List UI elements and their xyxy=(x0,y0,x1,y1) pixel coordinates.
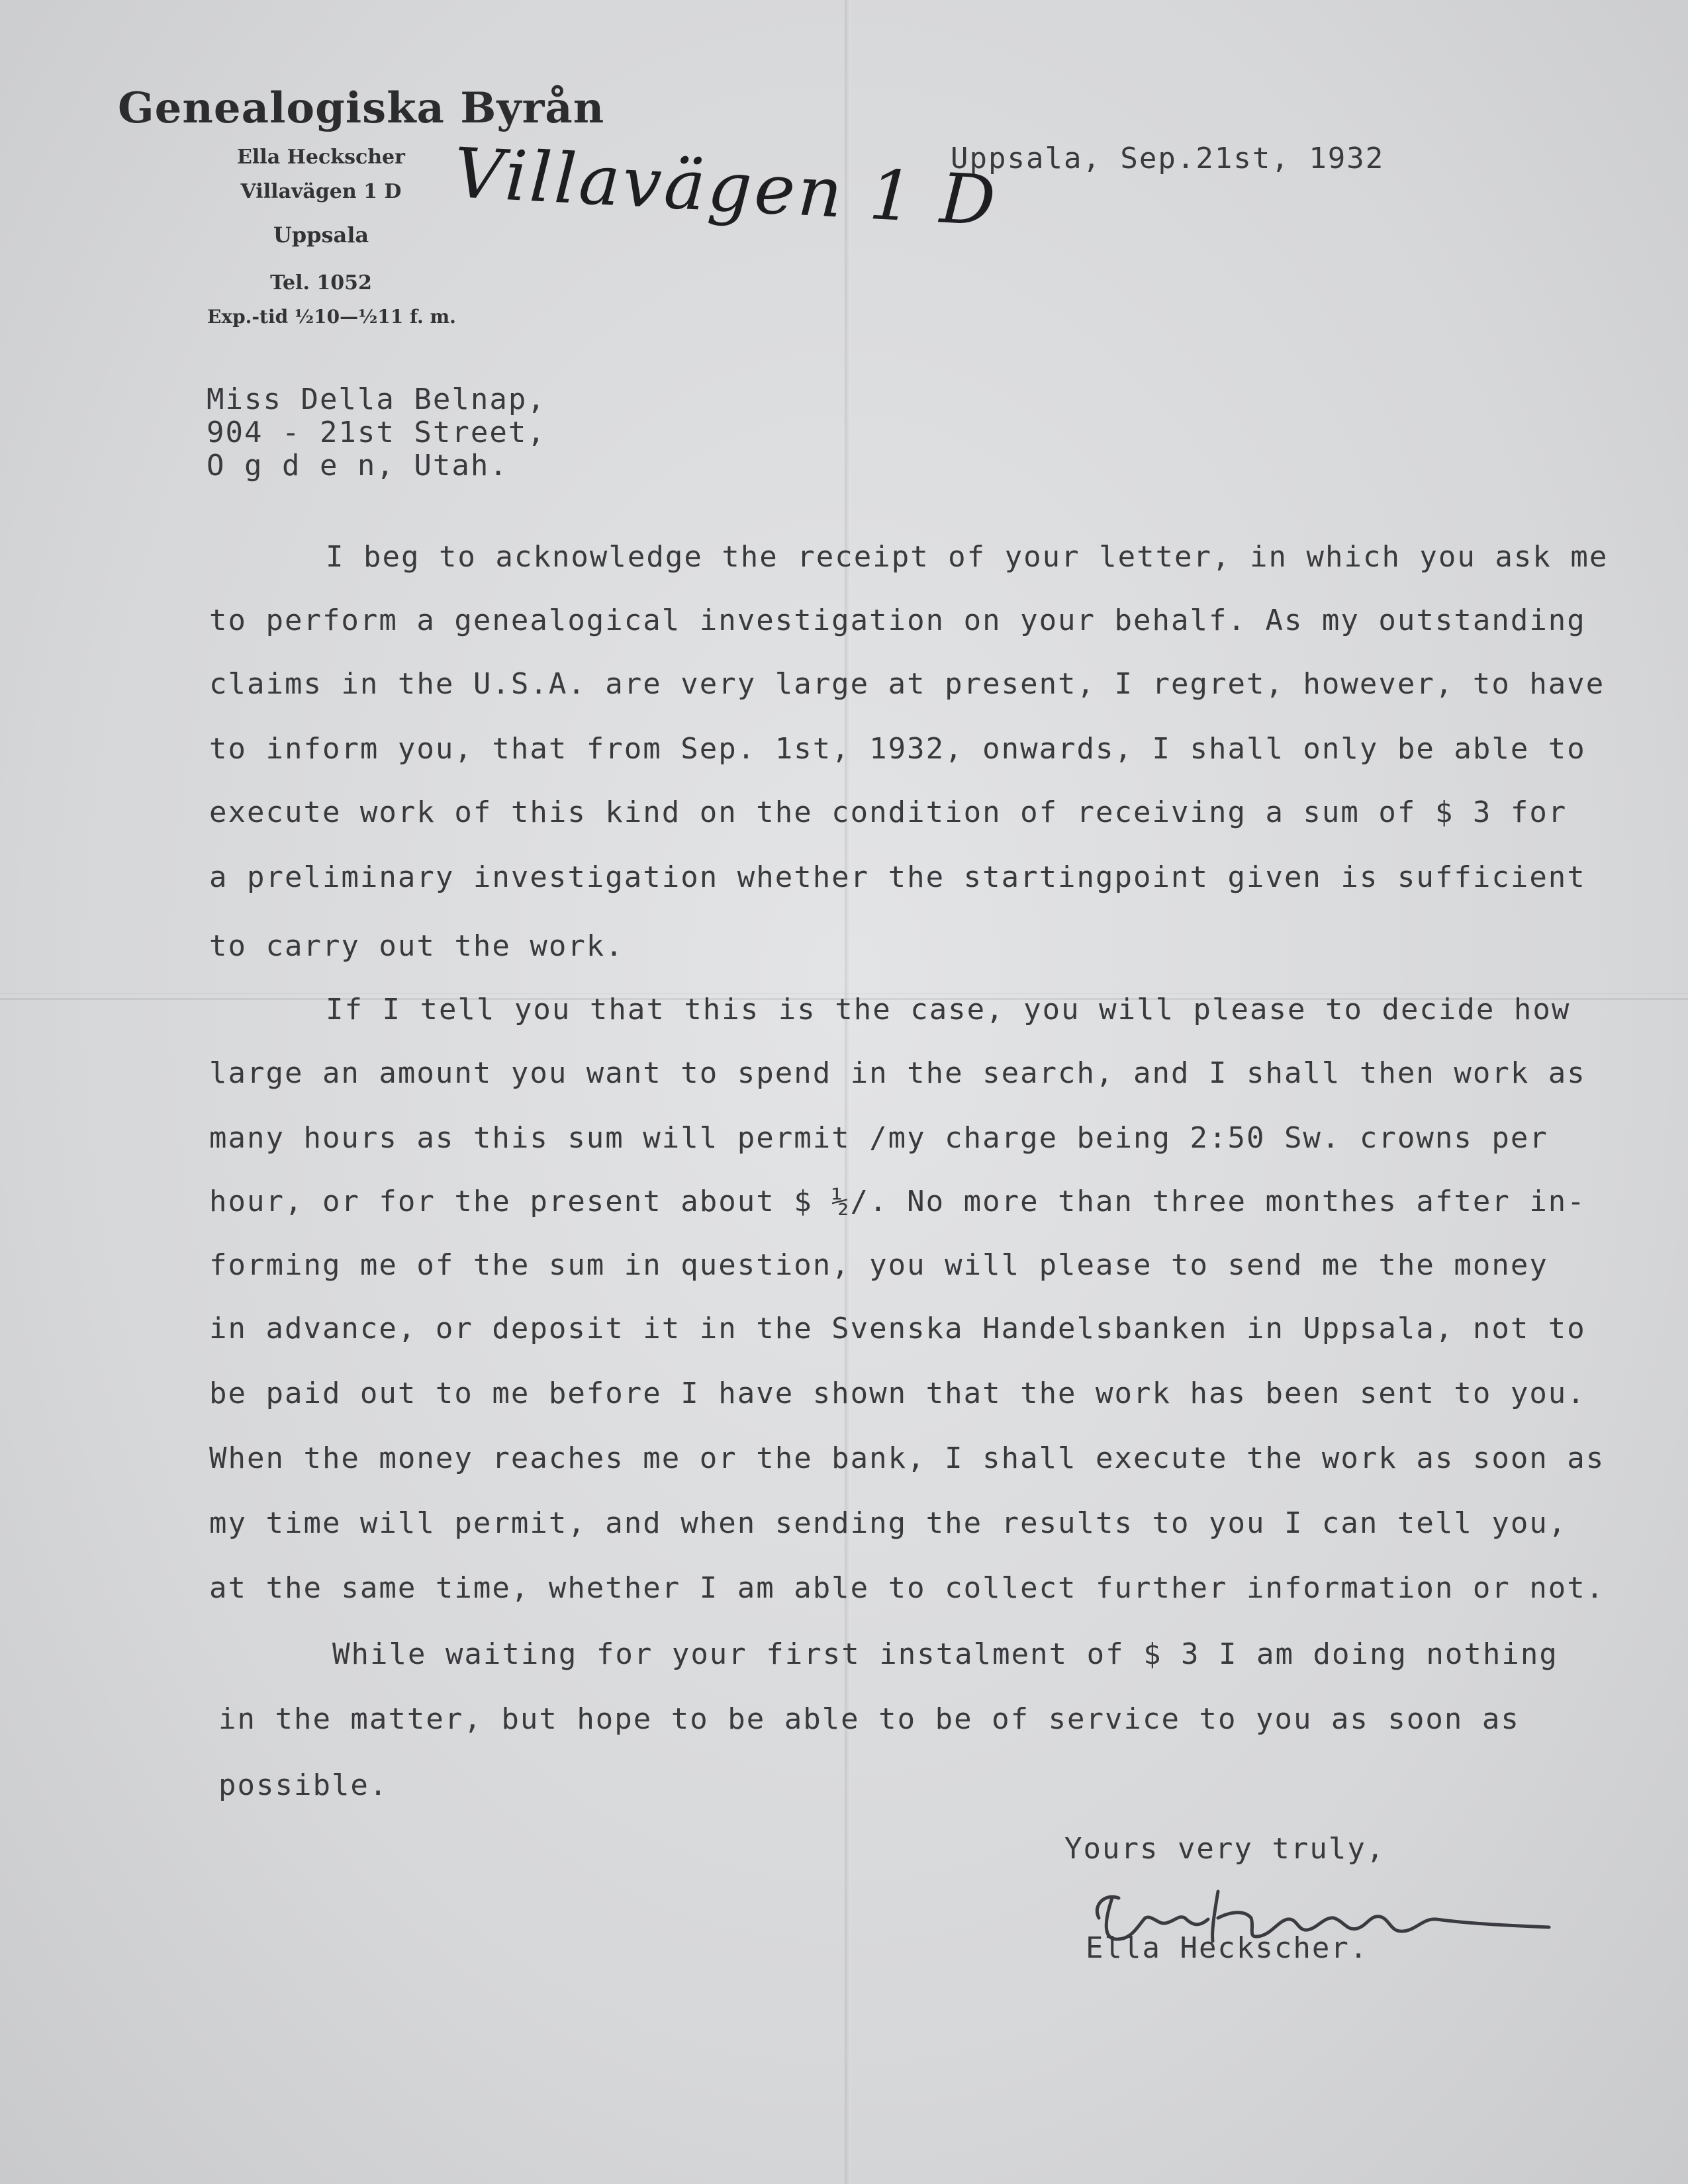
recipient-line-2: 904 - 21st Street, xyxy=(207,416,546,449)
typed-signature-name: Ella Heckscher. xyxy=(1086,1931,1369,1965)
body-line: to carry out the work. xyxy=(209,929,624,963)
letterhead-city: Uppsala xyxy=(273,222,369,248)
body-line: a preliminary investigation whether the startingpoint given is sufficient xyxy=(209,860,1586,894)
body-line: I beg to acknowledge the receipt of your letter, in which you ask me xyxy=(326,540,1609,574)
body-line: to inform you, that from Sep. 1st, 1932, onwards, I shall only be able to xyxy=(209,732,1586,766)
handwritten-address: Villavägen 1 D xyxy=(451,132,1000,242)
body-line: to perform a genealogical investigation on your behalf. As my outstanding xyxy=(209,604,1586,637)
body-line: many hours as this sum will permit /my charge being 2:50 Sw. crowns per xyxy=(209,1121,1548,1155)
letterhead-name: Ella Heckscher xyxy=(237,146,405,169)
body-line: While waiting for your first instalment of $ 3 I am doing nothing xyxy=(332,1637,1558,1671)
body-line: hour, or for the present about $ ½/. No more than three monthes after in- xyxy=(209,1185,1586,1218)
body-line: in the matter, but hope to be able to be of service to you as soon as xyxy=(218,1702,1520,1736)
body-line: large an amount you want to spend in the search, and I shall then work as xyxy=(209,1056,1586,1090)
letterhead-phone: Tel. 1052 xyxy=(270,271,372,295)
body-line: my time will permit, and when sending the results to you I can tell you, xyxy=(209,1506,1568,1540)
body-line: in advance, or deposit it in the Svenska Handelsbanken in Uppsala, not to xyxy=(209,1312,1586,1345)
body-line: possible. xyxy=(218,1768,389,1802)
letterhead-street: Villavägen 1 D xyxy=(240,180,402,203)
paper-fold-vertical xyxy=(845,0,847,2184)
recipient-line-1: Miss Della Belnap, xyxy=(207,383,546,416)
body-line: If I tell you that this is the case, you will please to decide how xyxy=(326,993,1571,1026)
body-line: claims in the U.S.A. are very large at present, I regret, however, to have xyxy=(209,667,1605,701)
letterhead-hours: Exp.-tid ½10—½11 f. m. xyxy=(207,306,456,328)
body-line: execute work of this kind on the condition of receiving a sum of $ 3 for xyxy=(209,796,1568,829)
body-line: When the money reaches me or the bank, I shall execute the work as soon as xyxy=(209,1441,1605,1475)
recipient-line-3: O g d e n, Utah. xyxy=(207,449,508,482)
body-line: at the same time, whether I am able to collect further information or not. xyxy=(209,1571,1605,1605)
body-line: be paid out to me before I have shown that the work has been sent to you. xyxy=(209,1377,1586,1410)
closing: Yours very truly, xyxy=(1064,1832,1385,1866)
letter-date: Uppsala, Sep.21st, 1932 xyxy=(951,142,1385,175)
letterhead-title: Genealogiska Byrån xyxy=(118,83,605,133)
body-line: forming me of the sum in question, you will please to send me the money xyxy=(209,1248,1548,1282)
